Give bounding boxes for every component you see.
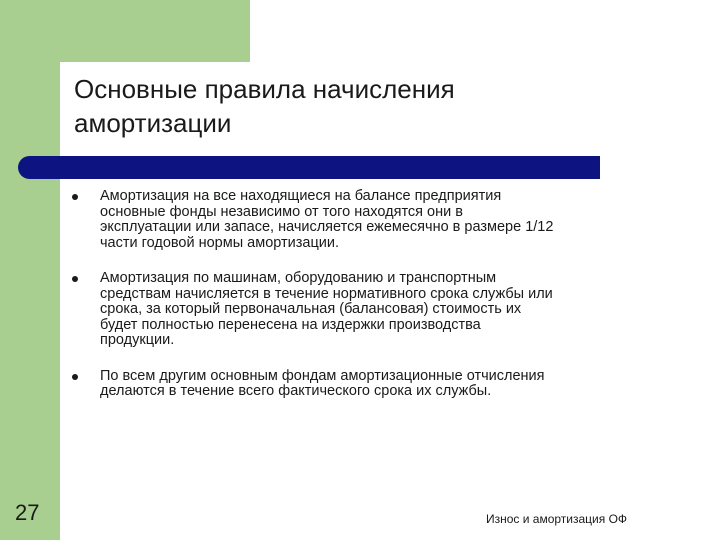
bullet-line: По всем другим основным фондам амортизационные отчисления <box>100 367 545 384</box>
top-accent-block <box>60 0 250 62</box>
bullet-item <box>70 369 670 400</box>
bullet-line: части годовой нормы амортизации. <box>100 234 339 251</box>
bullet-line: Амортизация на все находящиеся на балансе предприятия <box>100 188 502 204</box>
bullet-item <box>70 271 670 349</box>
bullet-dot-icon <box>72 276 78 282</box>
bullet-list <box>70 189 670 400</box>
bullet-line: продукции. <box>100 332 175 348</box>
page-number: 27 <box>15 500 40 525</box>
footer-text: Износ и амортизация ОФ <box>486 512 628 526</box>
bullet-line: эксплуатации или запасе, начисляется ежемесячно в размере 1/12 <box>100 219 554 235</box>
bullet-line: Амортизация по машинам, оборудованию и транспортным <box>100 270 497 286</box>
bullet-line: делаются в течение всего фактического срока их службы. <box>100 383 492 399</box>
bullet-dot-icon <box>72 374 78 380</box>
title-line: амортизации <box>74 108 232 138</box>
bullet-line: будет полностью перенесена на издержки производства <box>100 316 481 333</box>
bullet-item <box>70 189 670 251</box>
bullet-dot-icon <box>72 194 78 200</box>
bullet-line: срока, за который первоначальная (балансовая) стоимость их <box>100 301 522 317</box>
title-line: Основные правила начисления <box>74 74 455 104</box>
slide-title <box>74 72 634 140</box>
title-underline-bar <box>18 156 600 179</box>
bullet-line: средствам начисляется в течение нормативного срока службы или <box>100 285 553 302</box>
side-accent-panel <box>0 0 60 540</box>
bullet-line: основные фонды независимо от того находятся они в <box>100 203 463 220</box>
